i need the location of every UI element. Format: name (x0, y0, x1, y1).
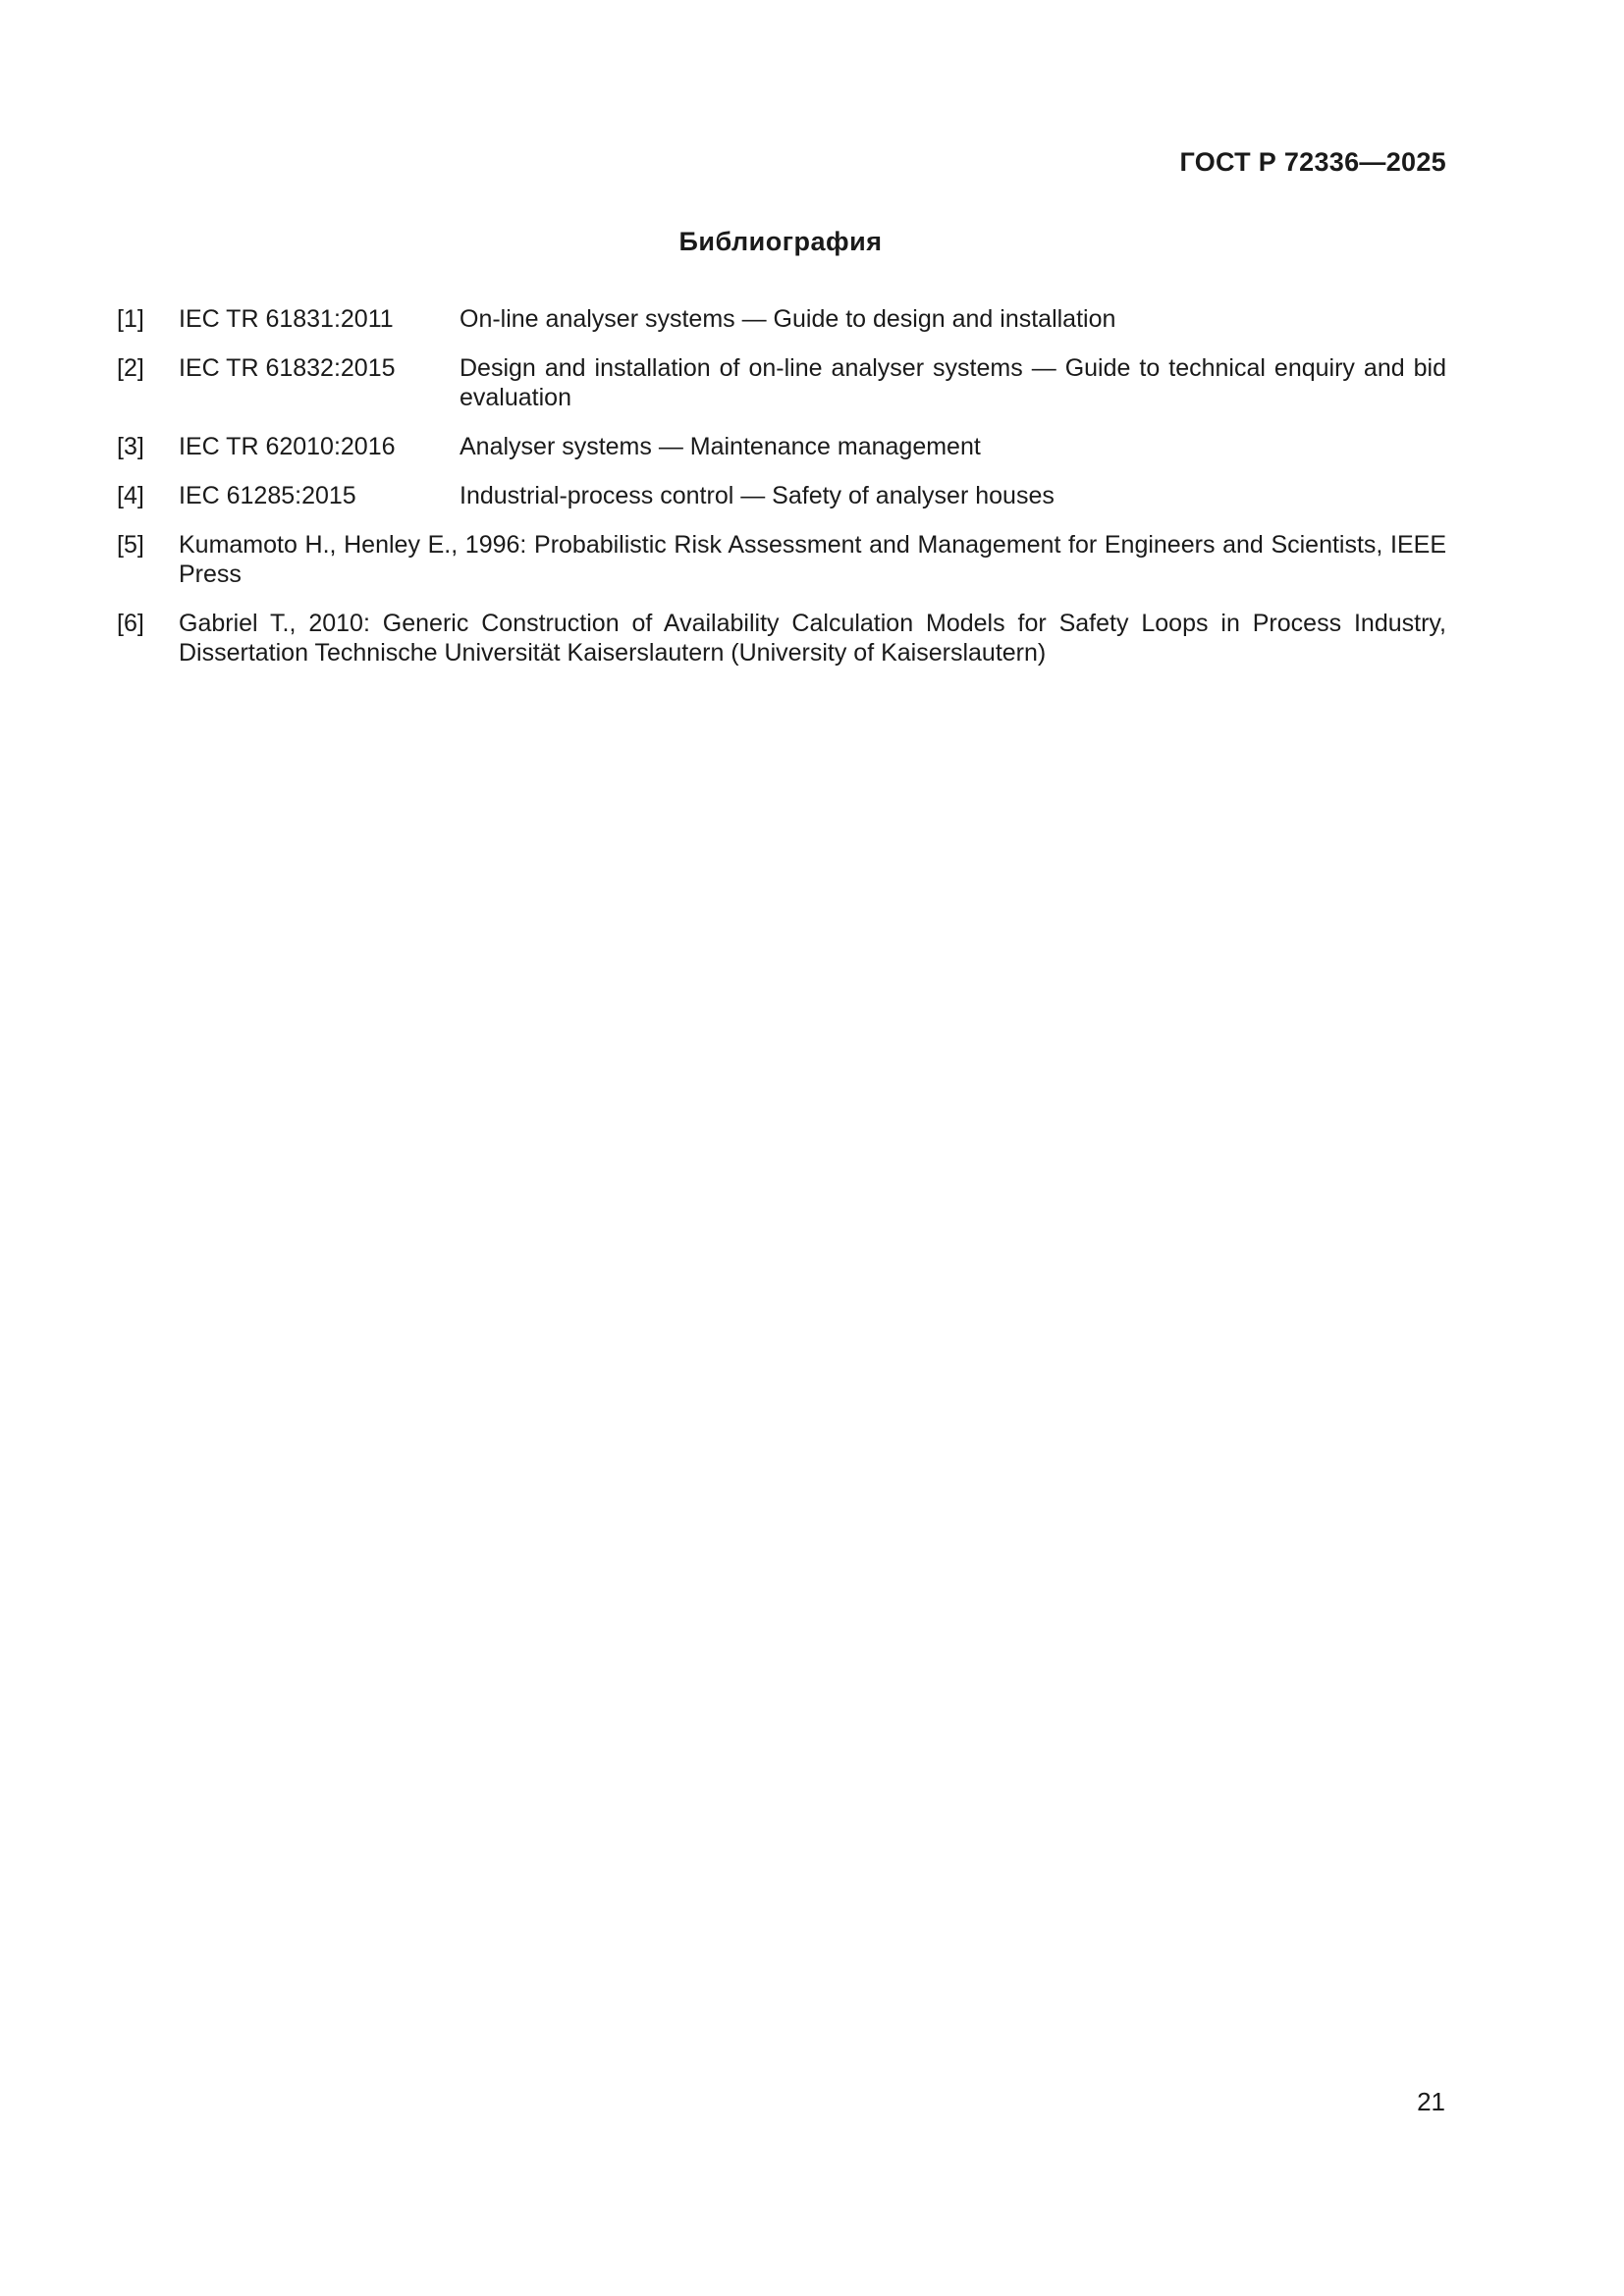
reference-standard-code: IEC TR 62010:2016 (179, 433, 396, 460)
reference-body (179, 353, 1446, 412)
reference-number: [4] (117, 482, 144, 509)
reference-item (117, 432, 1446, 461)
reference-number: [1] (117, 305, 144, 333)
reference-body (179, 481, 1446, 510)
section-title: Библиография (678, 227, 883, 256)
reference-item (117, 530, 1446, 589)
page-number: 21 (1417, 2087, 1445, 2116)
bibliography-list (117, 304, 1446, 687)
reference-title: Industrial-process control — Safety of analyser houses (460, 482, 1055, 509)
reference-title: Design and installation of on-line analyser systems — Guide to technical enquiry and bid evaluation (460, 354, 1446, 411)
reference-item (117, 609, 1446, 667)
reference-item (117, 353, 1446, 412)
reference-title: On-line analyser systems — Guide to design and installation (460, 305, 1116, 333)
reference-standard-code: IEC 61285:2015 (179, 482, 356, 509)
reference-title: Analyser systems — Maintenance management (460, 433, 981, 460)
reference-item (117, 304, 1446, 334)
reference-standard-code: IEC TR 61832:2015 (179, 354, 396, 382)
document-code: ГОСТ Р 72336—2025 (1179, 147, 1446, 177)
reference-body (179, 304, 1446, 334)
reference-standard-code: IEC TR 61831:2011 (179, 305, 394, 333)
reference-number: [6] (117, 610, 144, 637)
reference-number: [2] (117, 354, 144, 382)
reference-text: Kumamoto H., Henley E., 1996: Probabilistic Risk Assessment and Management for Engineers and Scientists, IEEE Press (179, 531, 1446, 588)
reference-item (117, 481, 1446, 510)
reference-text: Gabriel T., 2010: Generic Construction of Availability Calculation Models for Safety Loops in Process Industry, Dissertation Technische Universität Kaiserslautern (University of Kaiserslautern) (179, 610, 1446, 667)
reference-number: [5] (117, 531, 144, 559)
reference-number: [3] (117, 433, 144, 460)
reference-body (179, 432, 1446, 461)
